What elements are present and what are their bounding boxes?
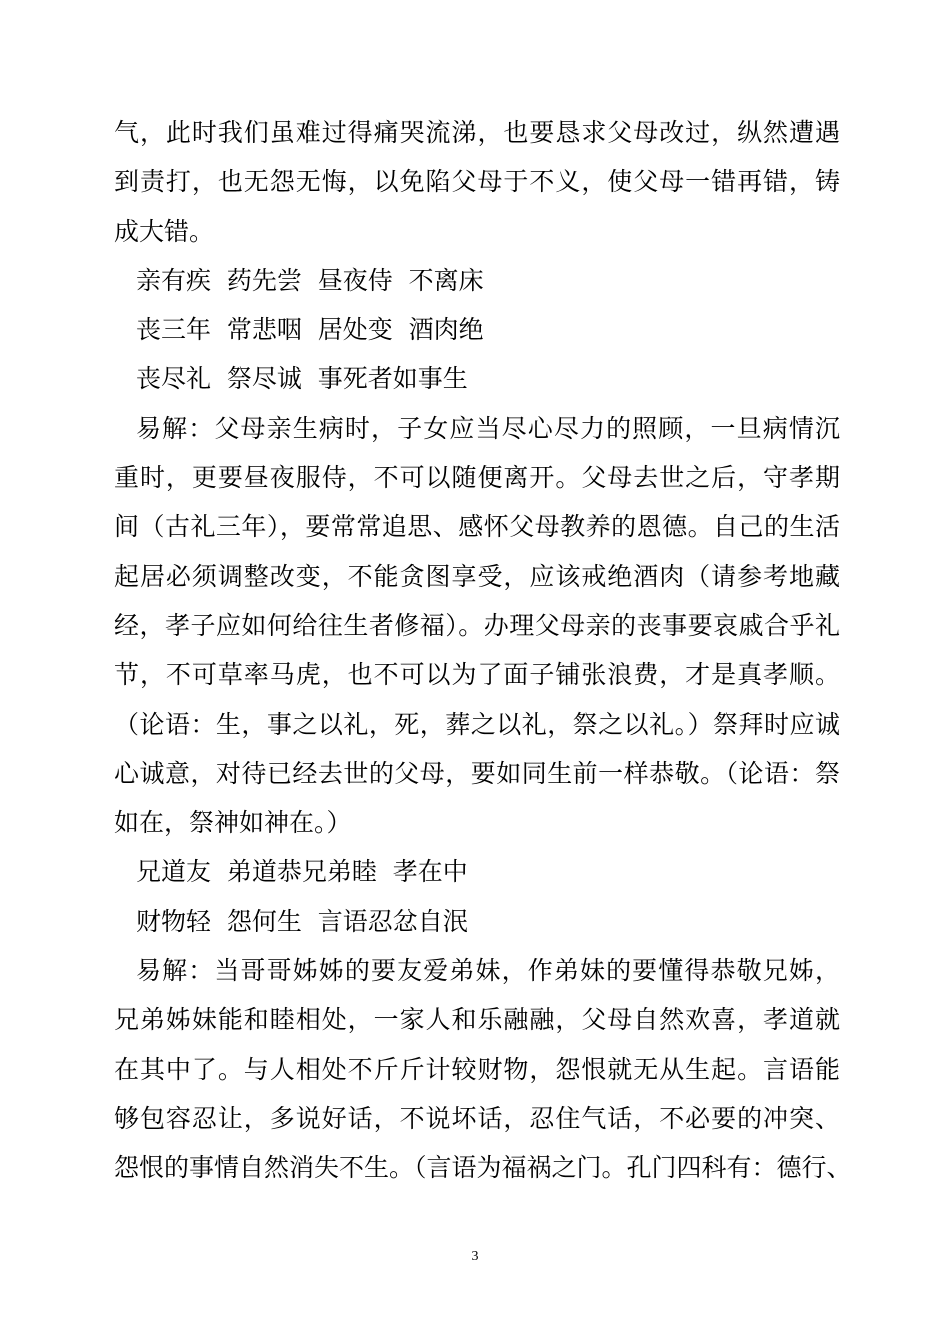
text-line: 怨恨的事情自然消失不生。（言语为福祸之门。孔门四科有：德行、	[114, 1153, 852, 1183]
text-line: 易解：当哥哥姊姊的要友爱弟妹，作弟妹的要懂得恭敬兄姊，	[136, 956, 840, 986]
text-line: 兄道友 弟道恭兄弟睦 孝在中	[136, 857, 468, 887]
text-line: 兄弟姊妹能和睦相处，一家人和乐融融，父母自然欢喜，孝道就	[114, 1005, 840, 1035]
text-line: 财物轻 怨何生 言语忍忿自泯	[136, 906, 468, 936]
body-text	[114, 108, 852, 1193]
text-line: （论语：生，事之以礼，死，葬之以礼，祭之以礼。）祭拜时应诚	[114, 709, 840, 739]
text-line: 丧三年 常悲咽 居处变 酒肉绝	[136, 315, 484, 345]
text-line: 到责打，也无怨无悔，以免陷父母于不义，使父母一错再错，铸	[114, 167, 840, 197]
text-line: 在其中了。与人相处不斤斤计较财物，怨恨就无从生起。言语能	[114, 1054, 840, 1084]
text-line: 心诚意，对待已经去世的父母，要如同生前一样恭敬。（论语：祭	[114, 758, 840, 788]
text-line: 如在，祭神如神在。）	[114, 808, 352, 838]
text-line: 丧尽礼 祭尽诚 事死者如事生	[136, 364, 468, 394]
text-line: 气，此时我们虽难过得痛哭流涕，也要恳求父母改过，纵然遭遇	[114, 118, 840, 147]
page-number: 3	[471, 1249, 479, 1264]
text-line: 够包容忍让，多说好话，不说坏话，忍住气话，不必要的冲突、	[114, 1103, 840, 1133]
text-line: 起居必须调整改变，不能贪图享受，应该戒绝酒肉（请参考地藏	[114, 561, 840, 591]
text-line: 亲有疾 药先尝 昼夜侍 不离床	[136, 265, 484, 295]
text-line: 间（古礼三年），要常常追思、感怀父母教养的恩德。自己的生活	[114, 512, 840, 542]
text-line: 经，孝子应如何给往生者修福）。办理父母亲的丧事要哀戚合乎礼	[114, 610, 840, 640]
text-line: 重时，更要昼夜服侍，不可以随便离开。父母去世之后，守孝期	[114, 463, 840, 493]
text-line: 易解：父母亲生病时，子女应当尽心尽力的照顾，一旦病情沉	[136, 413, 840, 443]
text-line: 成大错。	[114, 216, 215, 246]
text-line: 节，不可草率马虎，也不可以为了面子铺张浪费，才是真孝顺。	[114, 660, 840, 690]
